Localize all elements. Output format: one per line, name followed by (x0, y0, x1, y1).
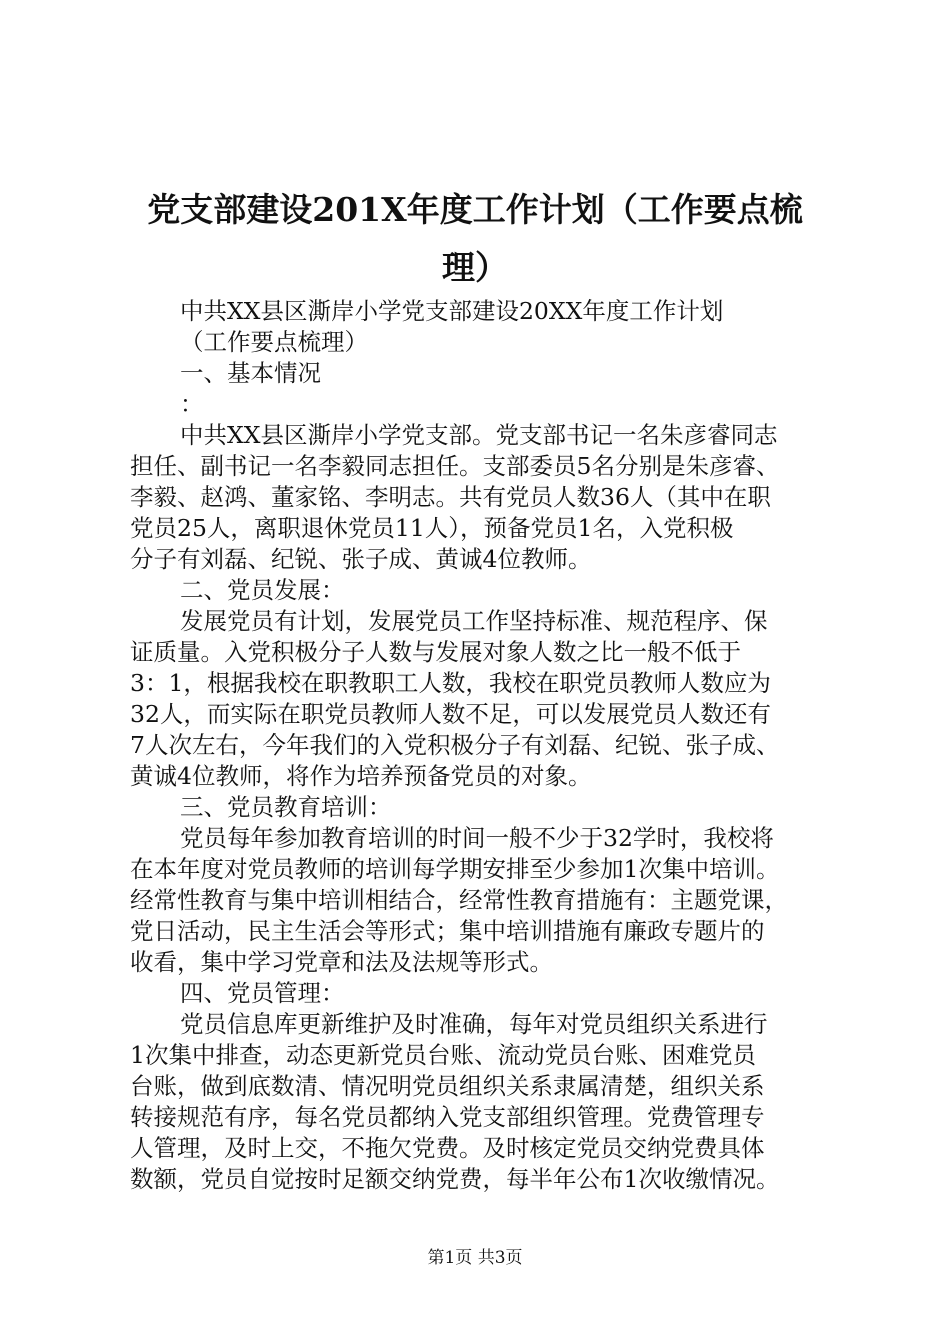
paragraph-line: 党员25人，离职退休党员11人），预备党员1名，入党积极 (130, 514, 734, 542)
paragraph-line: 分子有刘磊、纪锐、张子成、黄诚4位教师。 (130, 545, 592, 573)
paragraph-line: 32人，而实际在职党员教师人数不足，可以发展党员人数还有 (130, 700, 771, 728)
paragraph-line: 黄诚4位教师，将作为培养预备党员的对象。 (130, 762, 592, 790)
paragraph-line: 7人次左右，今年我们的入党积极分子有刘磊、纪锐、张子成、 (130, 731, 780, 759)
document-title-line-2: 理） (442, 248, 508, 287)
paragraph-line: 证质量。入党积极分子人数与发展对象人数之比一般不低于 (130, 638, 741, 666)
subtitle-line: 中共XX县区澌岸小学党支部建设20XX年度工作计划 (180, 297, 724, 325)
paragraph-line: 党日活动，民主生活会等形式；集中培训措施有廉政专题片的 (130, 917, 765, 945)
section-heading: 二、党员发展： (180, 576, 345, 604)
paragraph-line: 中共XX县区澌岸小学党支部。党支部书记一名朱彦睿同志 (180, 421, 778, 449)
text-line: ： (180, 390, 204, 418)
paragraph-line: 数额，党员自觉按时足额交纳党费，每半年公布1次收缴情况。 (130, 1165, 780, 1193)
document-title-line-1: 党支部建设201X年度工作计划（工作要点梳 (147, 190, 803, 229)
paragraph-line: 在本年度对党员教师的培训每学期安排至少参加1次集中培训。 (130, 855, 780, 883)
paragraph-line: 党员信息库更新维护及时准确，每年对党员组织关系进行 (180, 1010, 768, 1038)
subtitle-line: （工作要点梳理） (180, 328, 368, 356)
paragraph-line: 1次集中排查，动态更新党员台账、流动党员台账、困难党员 (130, 1041, 756, 1069)
paragraph-line: 人管理，及时上交，不拖欠党费。及时核定党员交纳党费具体 (130, 1134, 765, 1162)
paragraph-line: 转接规范有序，每名党员都纳入党支部组织管理。党费管理专 (130, 1103, 765, 1131)
page-number-footer: 第1页 共3页 (427, 1248, 523, 1268)
section-heading: 三、党员教育培训： (180, 793, 392, 821)
section-heading: 四、党员管理： (180, 979, 345, 1007)
paragraph-line: 经常性教育与集中培训相结合，经常性教育措施有：主题党课， (130, 886, 788, 914)
document-body (130, 296, 830, 1195)
section-heading: 一、基本情况 (180, 359, 321, 387)
paragraph-line: 3：1，根据我校在职教职工人数，我校在职党员教师人数应为 (130, 669, 771, 697)
paragraph-line: 担任、副书记一名李毅同志担任。支部委员5名分别是朱彦睿、 (130, 452, 780, 480)
paragraph-line: 李毅、赵鸿、董家铭、李明志。共有党员人数36人（其中在职 (130, 483, 771, 511)
paragraph-line: 党员每年参加教育培训的时间一般不少于32学时，我校将 (180, 824, 774, 852)
paragraph-line: 台账，做到底数清、情况明党员组织关系隶属清楚，组织关系 (130, 1072, 765, 1100)
paragraph-line: 收看，集中学习党章和法及法规等形式。 (130, 948, 553, 976)
paragraph-line: 发展党员有计划，发展党员工作坚持标准、规范程序、保 (180, 607, 768, 635)
